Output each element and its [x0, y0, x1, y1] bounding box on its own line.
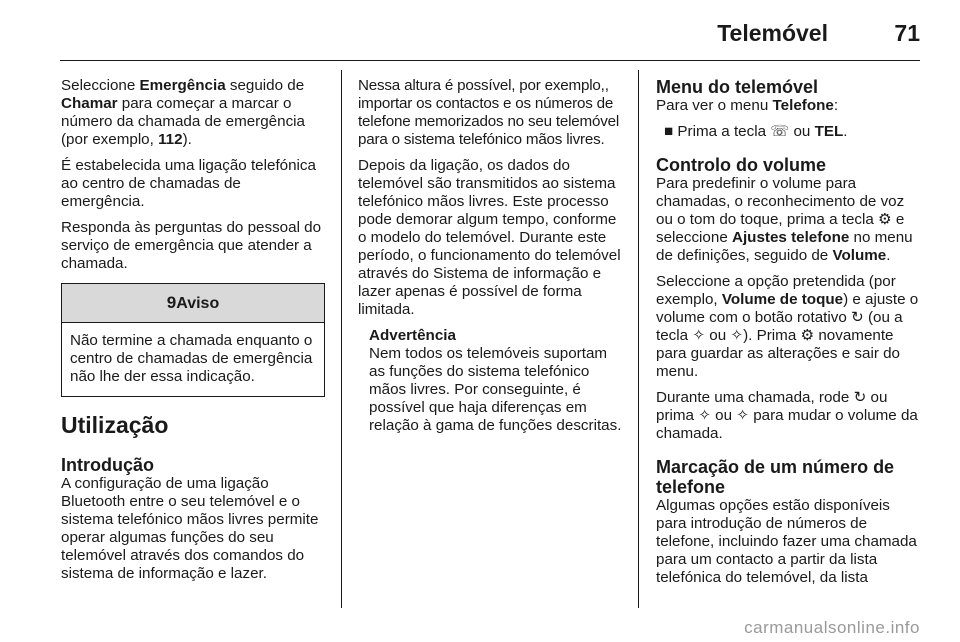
- column-2: [358, 77, 622, 435]
- header-rule: [60, 60, 920, 61]
- note-title: Advertência: [369, 327, 456, 344]
- volume-paragraph-1: Para predefinir o volume para chamadas, o reconhecimento de voz ou o tom do toque, prima a tecla ⚙ e seleccione Ajustes telefone no menu de definições, seguido de Volume.: [656, 175, 913, 264]
- page-header-title: Telemóvel: [717, 20, 828, 46]
- column-3: [656, 77, 924, 595]
- note-block: [369, 327, 622, 435]
- volume-up-icon: ✧: [692, 327, 706, 344]
- menu-bullet: ■ Prima a tecla ☏ ou TEL.: [664, 123, 848, 140]
- ring-volume-term: Volume de toque: [721, 291, 844, 308]
- volume-term: Volume: [832, 247, 887, 264]
- emergency-number: 112: [158, 131, 183, 148]
- watermark: carmanualsonline.info: [744, 618, 920, 637]
- dial-text: Algumas opções estão disponíveis para introdução de números de telefone, incluindo fazer uma chamada para um contacto a partir da lista telefónica do telemóvel, da lista: [656, 497, 917, 586]
- menu-title: Menu do telemóvel: [656, 77, 819, 97]
- column-1: [61, 77, 325, 591]
- warning-title: Aviso: [176, 295, 220, 312]
- warning-box: [61, 283, 325, 397]
- import-contacts-paragraph: Nessa altura é possível, por exemplo,, importar os contactos e os números de telefone memorizados no seu telemóvel para o sistema telefónico mãos livres.: [358, 77, 620, 148]
- settings-key-icon: ⚙: [878, 211, 892, 228]
- warning-text: Não termine a chamada enquanto o centro de chamadas de emergência não lhe der essa indicação.: [70, 332, 313, 385]
- settings-key-icon: ⚙: [800, 327, 815, 344]
- warning-icon: 9: [166, 293, 177, 312]
- answer-questions-paragraph: Responda às perguntas do pessoal do serviço de emergência que atender a chamada.: [61, 219, 322, 272]
- phone-term: Telefone: [772, 97, 834, 114]
- page-number: 71: [894, 20, 920, 46]
- intro-title: Introdução: [61, 455, 154, 475]
- bullet-icon: ■: [664, 123, 674, 140]
- data-transfer-paragraph: Depois da ligação, os dados do telemóvel são transmitidos ao sistema telefónico mãos livres. Este processo pode demorar algum tempo, conforme o modelo do telemóvel. Durante este período, o funcionamento do telemóvel através do Sistema de informação e lazer apenas é possível de forma limitada.: [358, 157, 621, 318]
- volume-up-icon: ✧: [698, 407, 711, 424]
- emergency-instructions: Seleccione Emergência seguido de Chamar para começar a marcar o número da chamada de emergência (por exemplo, 112).: [61, 77, 305, 148]
- intro-text: A configuração de uma ligação Bluetooth entre o seu telemóvel e o sistema telefónico mãos livres permite operar algumas funções do seu telemóvel através dos comandos do sistema de informação e lazer.: [61, 475, 319, 582]
- phone-settings-term: Ajustes telefone: [731, 229, 850, 246]
- phone-key-icon: ☏: [770, 123, 790, 140]
- connection-paragraph: É estabelecida uma ligação telefónica ao centro de chamadas de emergência.: [61, 157, 316, 210]
- column-divider-1: [341, 70, 342, 608]
- rotary-knob-icon: ↻: [851, 309, 864, 326]
- column-divider-2: [638, 70, 639, 608]
- volume-paragraph-2: Seleccione a opção pretendida (por exemplo, Volume de toque) e ajuste o volume com o botão rotativo ↻ (ou a tecla ✧ ou ✧). Prima ⚙ novamente para guardar as alterações e sair do menu.: [656, 273, 919, 380]
- dial-title: Marcação de um número de telefone: [656, 457, 895, 497]
- tel-key: TEL: [814, 123, 844, 140]
- emergency-term: Emergência: [139, 77, 226, 94]
- call-term: Chamar: [61, 95, 118, 112]
- volume-down-icon: ✧: [736, 407, 750, 424]
- volume-paragraph-3: Durante uma chamada, rode ↻ ou prima ✧ ou ✧ para mudar o volume da chamada.: [656, 389, 918, 442]
- menu-intro: Para ver o menu Telefone:: [656, 97, 839, 114]
- volume-down-icon: ✧: [730, 327, 744, 344]
- section-title: Utilização: [61, 412, 169, 438]
- rotary-knob-icon: ↻: [853, 389, 867, 406]
- warning-header: [62, 284, 324, 323]
- note-text: Nem todos os telemóveis suportam as funções do sistema telefónico mãos livres. Por conseguinte, é possível que haja diferenças em relação à gama de funções descritas.: [369, 345, 622, 434]
- volume-title: Controlo do volume: [656, 155, 826, 175]
